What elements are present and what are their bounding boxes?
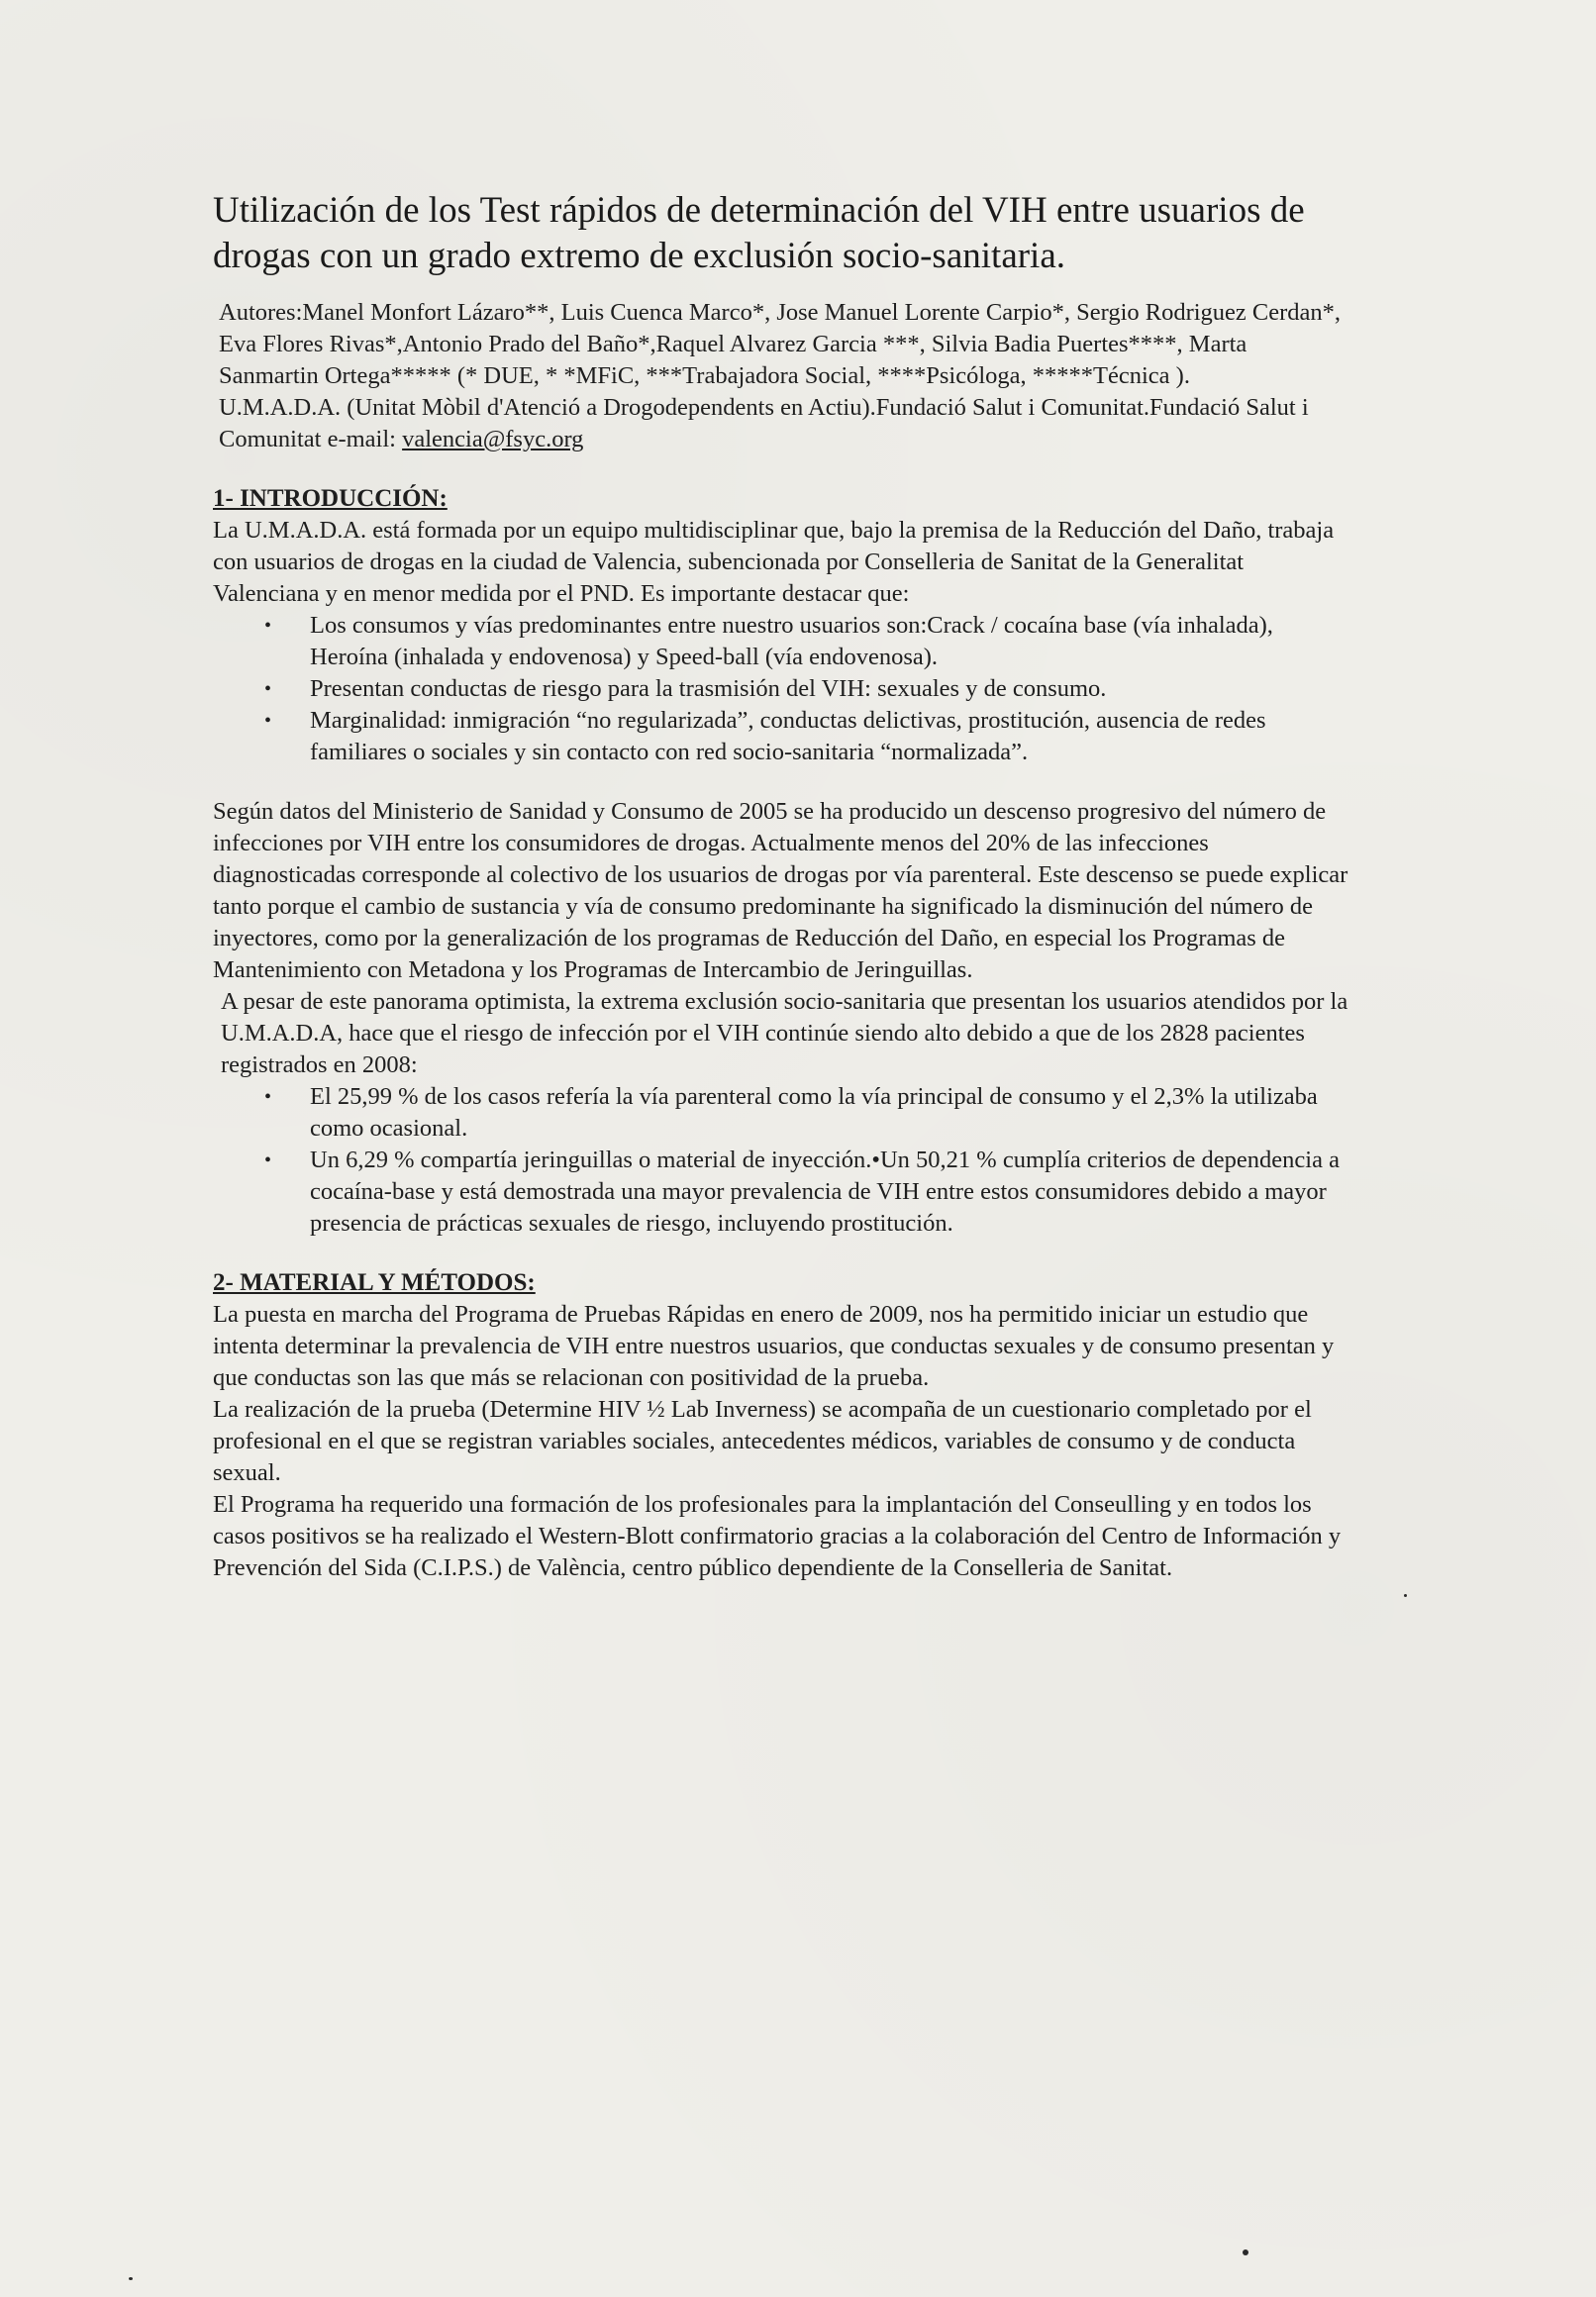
authors-block bbox=[213, 297, 1351, 455]
bullet-icon: • bbox=[264, 678, 272, 700]
scan-speck bbox=[129, 2277, 133, 2280]
bullet-icon: • bbox=[264, 1149, 272, 1171]
exclusion-paragraph: A pesar de este panorama optimista, la extrema exclusión socio-sanitaria que presentan los usuarios atendidos por la U.M.A.D.A, hace que el riesgo de infección por el VIH continúe siendo alto debido a que de los 2828 pacientes registrados en 2008: bbox=[221, 988, 1348, 1078]
list-item bbox=[213, 673, 1351, 705]
bullet-icon: • bbox=[264, 1086, 272, 1108]
institution-name: U.M.A.D.A. (Unitat Mòbil d'Atenció a Drogodependents en Actiu).Fundació Salut i Comunitat.Fundació Salut i Comunitat bbox=[219, 394, 1309, 452]
bullet-icon: • bbox=[264, 710, 272, 732]
list-item bbox=[213, 1145, 1351, 1240]
list-item-text: Un 6,29 % compartía jeringuillas o material de inyección.•Un 50,21 % cumplía criterios de dependencia a cocaína-base y está demostrada una mayor prevalencia de VIH entre estos consumidores debido a mayor presencia de prácticas sexuales de riesgo, incluyendo prostitución. bbox=[310, 1147, 1340, 1237]
bullet-icon: • bbox=[264, 615, 272, 637]
email-link[interactable]: valencia@fsyc.org bbox=[402, 426, 584, 452]
list-item bbox=[213, 610, 1351, 673]
institution-line bbox=[219, 392, 1351, 455]
intro-bullet-list bbox=[213, 610, 1351, 768]
list-item-text: Marginalidad: inmigración “no regularizada”, conductas delictivas, prostitución, ausencia de redes familiares o sociales y sin contacto con red socio-sanitaria “normalizada”. bbox=[310, 707, 1266, 765]
scan-speck bbox=[1243, 2249, 1248, 2255]
section-heading-introduccion: 1- INTRODUCCIÓN: bbox=[213, 485, 448, 512]
document-content bbox=[213, 188, 1351, 1584]
list-item bbox=[213, 705, 1351, 768]
list-item bbox=[213, 1081, 1351, 1145]
statistics-paragraph: Según datos del Ministerio de Sanidad y Consumo de 2005 se ha producido un descenso progresivo del número de infecciones por VIH entre los consumidores de drogas. Actualmente menos del 20% de las infecciones diagnosticadas corresponde al colectivo de los usuarios de drogas por vía parenteral. Este descenso se puede explicar tanto porque el cambio de sustancia y vía de consumo predominante ha significado la disminución del número de inyectores, como por la generalización de los programas de Reducción del Daño, en especial los Programas de Mantenimiento con Metadona y los Programas de Intercambio de Jeringuillas. bbox=[213, 798, 1348, 983]
section-heading-material-metodos: 2- MATERIAL Y MÉTODOS: bbox=[213, 1269, 536, 1296]
scan-speck bbox=[1404, 1594, 1407, 1597]
list-item-text: Presentan conductas de riesgo para la trasmisión del VIH: sexuales y de consumo. bbox=[310, 675, 1107, 702]
methods-paragraph-3: El Programa ha requerido una formación de los profesionales para la implantación del Conseulling y en todos los casos positivos se ha realizado el Western-Blott confirmatorio gracias a la colaboración del Centro de Información y Prevención del Sida (C.I.P.S.) de València, centro público dependiente de la Conselleria de Sanitat. bbox=[213, 1491, 1342, 1581]
methods-paragraph-1: La puesta en marcha del Programa de Pruebas Rápidas en enero de 2009, nos ha permitido iniciar un estudio que intenta determinar la prevalencia de VIH entre nuestros usuarios, que conductas sexuales y de consumo presentan y que conductas son las que más se relacionan con positividad de la prueba. bbox=[213, 1301, 1335, 1391]
spacer bbox=[213, 768, 1351, 796]
methods-paragraph-2: La realización de la prueba (Determine HIV ½ Lab Inverness) se acompaña de un cuestionario completado por el profesional en el que se registran variables sociales, antecedentes médicos, variables de consumo y de conducta sexual. bbox=[213, 1396, 1312, 1486]
email-label: e-mail: bbox=[327, 426, 396, 452]
statistics-bullet-list bbox=[213, 1081, 1351, 1240]
list-item-text: El 25,99 % de los casos refería la vía parenteral como la vía principal de consumo y el 2,3% la utilizaba como ocasional. bbox=[310, 1083, 1318, 1142]
document-title: Utilización de los Test rápidos de determinación del VIH entre usuarios de drogas con un grado extremo de exclusión socio-sanitaria. bbox=[213, 190, 1305, 276]
authors-list: Autores:Manel Monfort Lázaro**, Luis Cuenca Marco*, Jose Manuel Lorente Carpio*, Sergio Rodriguez Cerdan*, Eva Flores Rivas*,Antonio Prado del Baño*,Raquel Alvarez Garcia ***, Silvia Badia Puertes****, Marta Sanmartin Ortega***** (* DUE, * *MFiC, ***Trabajadora Social, ****Psicóloga, *****Técnica ). bbox=[219, 299, 1342, 389]
list-item-text: Los consumos y vías predominantes entre nuestro usuarios son:Crack / cocaína base (vía inhalada), Heroína (inhalada y endovenosa) y Speed-ball (vía endovenosa). bbox=[310, 612, 1273, 670]
intro-paragraph: La U.M.A.D.A. está formada por un equipo multidisciplinar que, bajo la premisa de la Reducción del Daño, trabaja con usuarios de drogas en la ciudad de Valencia, subencionada por Conselleria de Sanitat de la Generalitat Valenciana y en menor medida por el PND. Es importante destacar que: bbox=[213, 517, 1335, 607]
